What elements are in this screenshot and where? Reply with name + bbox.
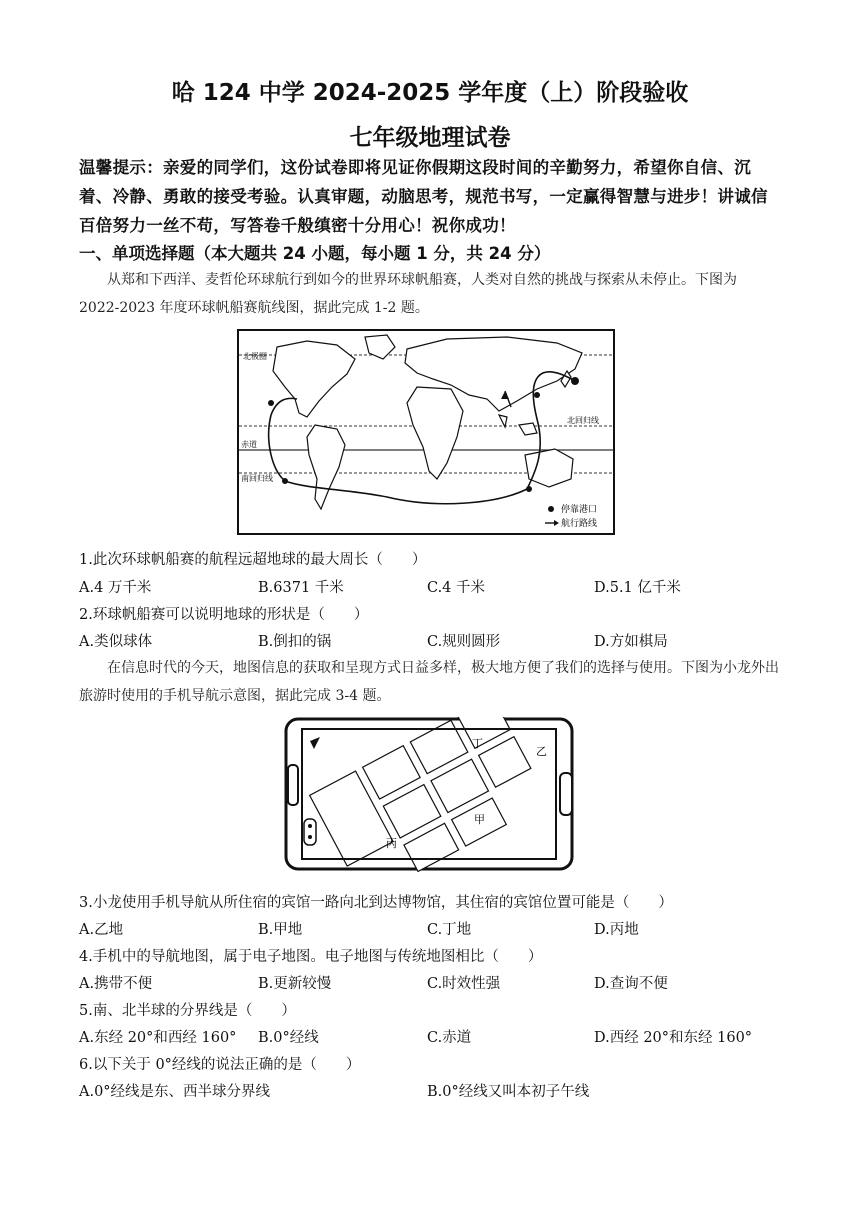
q2-option-c[interactable]: C.规则圆形 [427, 634, 501, 650]
q3-option-d[interactable]: D.丙地 [594, 922, 639, 938]
q1-option-a[interactable]: A.4 万千米 [79, 580, 152, 596]
q4-option-d[interactable]: D.查询不便 [594, 976, 668, 992]
q5-option-b[interactable]: B.0°经线 [258, 1030, 319, 1046]
q4-option-c[interactable]: C.时效性强 [427, 976, 501, 992]
exam-title: 哈 124 中学 2024-2025 学年度（上）阶段验收 [171, 80, 689, 106]
q3-option-c[interactable]: C.丁地 [427, 922, 472, 938]
place-jia: 甲 [474, 813, 485, 826]
question-3: 3.小龙使用手机导航从所住宿的宾馆一路向北到达博物馆，其住宿的宾馆位置可能是（ ） [79, 895, 673, 911]
q1-option-d[interactable]: D.5.1 亿千米 [594, 580, 681, 596]
q2-option-a[interactable]: A.类似球体 [79, 634, 153, 650]
q4-option-b[interactable]: B.更新较慢 [258, 976, 332, 992]
section-header: 一、单项选择题（本大题共 24 小题，每小题 1 分，共 24 分） [79, 244, 551, 263]
intro-paragraph-2: 在信息时代的今天，地图信息的获取和呈现方式日益多样，极大地方便了我们的选择与使用。下图为小龙外出旅游时使用的手机导航示意图，据此完成 3-4 题。 [79, 660, 779, 704]
label-arctic: 北极圈 [243, 352, 267, 361]
place-yi: 乙 [536, 745, 547, 758]
legend-port-label: 停靠港口 [561, 505, 598, 515]
q4-option-a[interactable]: A.携带不便 [79, 976, 153, 992]
place-bing: 丙 [386, 837, 397, 850]
intro-paragraph-1: 从郑和下西洋、麦哲伦环球航行到如今的世界环球帆船赛，人类对自然的挑战与探索从未停止。下图为 2022-2023 年度环球帆船赛航线图，据此完成 1-2 题。 [79, 272, 737, 316]
q5-option-d[interactable]: D.西经 20°和东经 160° [594, 1030, 753, 1046]
q3-option-b[interactable]: B.甲地 [258, 922, 303, 938]
q2-option-b[interactable]: B.倒扣的锅 [258, 634, 332, 650]
warm-tip: 温馨提示：亲爱的同学们，这份试卷即将见证你假期这段时间的辛勤努力，希望你自信、沉着、冷静、勇敢的接受考验。认真审题，动脑思考，规范书写，一定赢得智慧与进步！讲诚信百倍努力一丝不苟，写答卷千般缜密十分用心！祝你成功！ [79, 158, 768, 235]
label-tropic-s: 南回归线 [241, 474, 273, 483]
question-4: 4.手机中的导航地图，属于电子地图。电子地图与传统地图相比（ ） [79, 949, 543, 965]
label-tropic-n: 北回归线 [567, 416, 599, 425]
q6-option-b[interactable]: B.0°经线又叫本初子午线 [427, 1084, 590, 1100]
phone-left-button [288, 765, 298, 805]
question-6: 6.以下关于 0°经线的说法正确的是（ ） [79, 1057, 361, 1073]
q2-option-d[interactable]: D.方如棋局 [594, 634, 668, 650]
question-5: 5.南、北半球的分界线是（ ） [79, 1003, 296, 1019]
legend-route-label: 航行路线 [561, 519, 598, 529]
q6-option-a[interactable]: A.0°经线是东、西半球分界线 [79, 1084, 271, 1100]
question-2: 2.环球帆船赛可以说明地球的形状是（ ） [79, 607, 369, 623]
label-equator: 赤道 [241, 440, 257, 449]
q1-option-b[interactable]: B.6371 千米 [258, 580, 344, 596]
q1-option-c[interactable]: C.4 千米 [427, 580, 486, 596]
question-1: 1.此次环球帆船赛的航程远超地球的最大周长（ ） [79, 552, 427, 568]
legend-port-icon [548, 506, 554, 512]
place-ding: 丁 [472, 737, 483, 750]
phone-navigation-map [284, 717, 580, 872]
world-route-map [237, 329, 615, 535]
exam-subtitle: 七年级地理试卷 [349, 125, 511, 151]
q3-option-a[interactable]: A.乙地 [79, 922, 124, 938]
q5-option-c[interactable]: C.赤道 [427, 1030, 472, 1046]
phone-right-button [560, 773, 572, 815]
q5-option-a[interactable]: A.东经 20°和西经 160° [79, 1030, 237, 1046]
